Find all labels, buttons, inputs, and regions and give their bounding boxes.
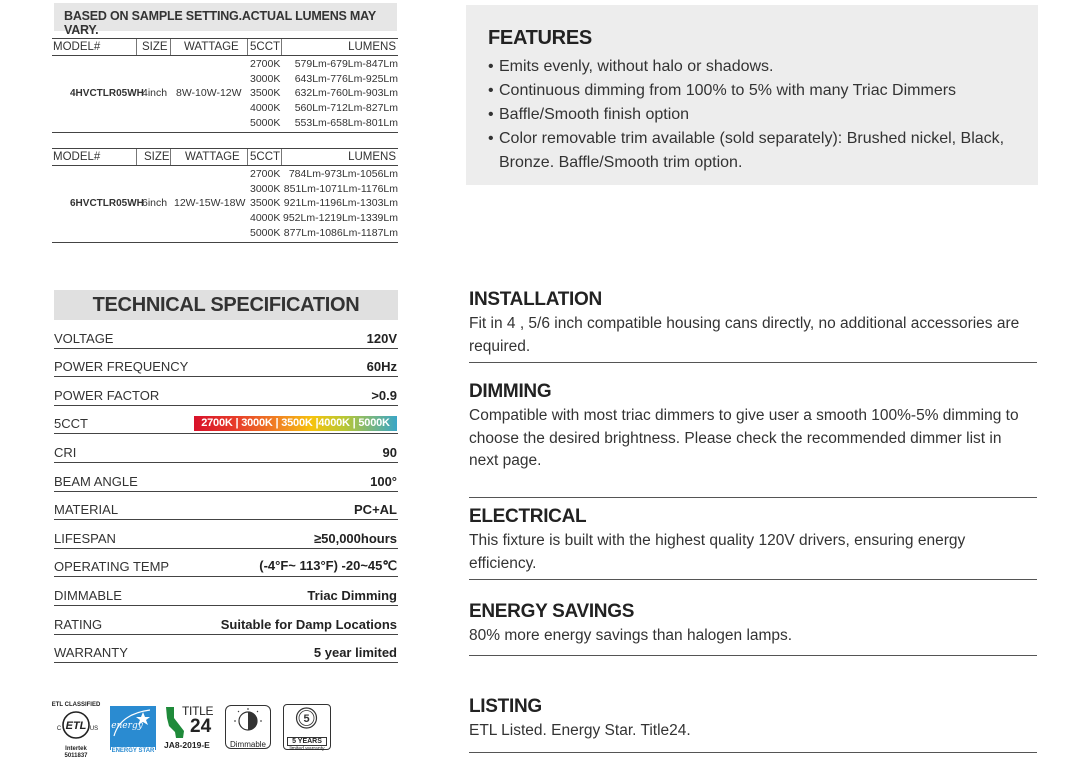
section-title: DIMMING — [469, 381, 552, 402]
sample-setting-note: BASED ON SAMPLE SETTING.ACTUAL LUMENS MAY VARY. — [54, 3, 397, 31]
header-wattage: WATTAGE — [184, 41, 239, 53]
spec-row-power-factor — [54, 377, 398, 406]
warranty-years-label: 5 YEARS — [287, 737, 327, 746]
energy-star-label: ENERGY STAR — [111, 748, 155, 754]
spec-value: Triac Dimming — [307, 587, 397, 603]
section-title: ELECTRICAL — [469, 506, 587, 527]
etl-classified-label: ETL CLASSIFIED — [51, 702, 101, 708]
title24-logo — [162, 704, 218, 752]
model-size: 4inch — [142, 87, 168, 99]
features-panel — [466, 5, 1038, 185]
spec-title: TECHNICAL SPECIFICATION — [54, 290, 398, 320]
header-model: MODEL# — [53, 151, 101, 163]
etl-us-text: US — [89, 726, 99, 732]
warranty-number: 5 — [303, 713, 310, 725]
energy-star-logo — [110, 706, 156, 754]
spec-key: 5CCT — [54, 416, 88, 432]
spec-key: DIMMABLE — [54, 587, 122, 603]
spec-row-cri — [54, 434, 398, 463]
etl-mark-text: ETL — [65, 720, 87, 732]
spec-value: 120V — [366, 330, 397, 346]
spec-key: POWER FACTOR — [54, 387, 160, 403]
lumens-value: 877Lm-1086Lm-1187Lm — [283, 226, 398, 239]
section-electrical — [469, 506, 1037, 580]
spec-row-cct — [54, 406, 398, 435]
title24-code: JA8-2019-E — [164, 740, 210, 750]
features-list — [488, 55, 1008, 175]
lumens-value: 632Lm-760Lm-903Lm — [294, 87, 398, 100]
header-size: SIZE — [142, 41, 168, 53]
cct-list — [250, 57, 280, 131]
lumens-value: 553Lm-658Lm-801Lm — [294, 116, 398, 129]
model-wattage: 8W-10W-12W — [176, 87, 242, 99]
intertek-label: Intertek — [65, 746, 87, 752]
spec-value: 60Hz — [366, 359, 397, 375]
cct-color-bar: 2700K | 3000K | 3500K |4000K | 5000K — [194, 416, 397, 431]
spec-row-voltage — [54, 320, 398, 349]
section-installation — [469, 289, 1037, 363]
section-text: This fixture is built with the highest quality 120V drivers, ensuring energy efficiency. — [469, 532, 966, 572]
spec-key: VOLTAGE — [54, 330, 114, 346]
spec-row-material — [54, 492, 398, 521]
header-cct: 5CCT — [250, 151, 281, 163]
section-title: ENERGY SAVINGS — [469, 601, 635, 622]
etl-mark-icon — [50, 709, 102, 741]
spec-value: 100° — [370, 473, 397, 489]
header-size: SIZE — [144, 151, 170, 163]
etl-c-text: C — [56, 726, 62, 732]
spec-key: RATING — [54, 616, 103, 632]
model-name: 6HVCTLR05WH — [70, 198, 144, 209]
cct-list — [250, 167, 280, 241]
spec-row-power-frequency — [54, 349, 398, 378]
lumens-value: 952Lm-1219Lm-1339Lm — [283, 212, 398, 225]
feature-item: • Emits evenly, without halo or shadows. — [488, 55, 1008, 79]
cct-value: 3000K — [250, 182, 281, 195]
spec-table — [54, 320, 398, 663]
spec-row-beam-angle — [54, 463, 398, 492]
features-title: FEATURES — [488, 27, 592, 49]
model-table-header — [52, 148, 398, 166]
model-table-6inch — [52, 148, 398, 243]
header-lumens: LUMENS — [348, 41, 396, 53]
lumens-value: 784Lm-973Lm-1056Lm — [288, 168, 398, 180]
cct-value: 2700K — [250, 168, 281, 180]
lumens-value: 579Lm-679Lm-847Lm — [294, 58, 398, 70]
section-text: ETL Listed. Energy Star. Title24. — [469, 722, 691, 739]
section-text: 80% more energy savings than halogen lamps. — [469, 627, 793, 644]
section-dimming — [469, 381, 1037, 498]
spec-row-operating-temp — [54, 549, 398, 578]
warranty-shield-icon — [284, 705, 329, 731]
spec-row-dimmable — [54, 577, 398, 606]
cct-value: 3500K — [250, 87, 281, 100]
section-title: INSTALLATION — [469, 289, 602, 310]
header-lumens: LUMENS — [348, 151, 396, 163]
lumens-list — [283, 167, 398, 241]
lumens-value: 851Lm-1071Lm-1176Lm — [283, 182, 398, 195]
etl-listed-logo — [50, 702, 102, 759]
spec-key: BEAM ANGLE — [54, 473, 138, 489]
lumens-value: 560Lm-712Lm-827Lm — [294, 102, 398, 115]
model-size: 6inch — [142, 197, 168, 209]
cct-value: 5000K — [250, 116, 281, 129]
section-text: Compatible with most triac dimmers to give user a smooth 100%-5% dimming to choose the desired brightness. Please check the recommended dimmer list in next page. — [469, 407, 1019, 469]
header-wattage: WATTAGE — [185, 151, 240, 163]
lumens-value: 921Lm-1196Lm-1303Lm — [283, 197, 398, 210]
section-text: Fit in 4 , 5/6 inch compatible housing cans directly, no additional accessories are required. — [469, 315, 1020, 355]
dimmable-label: Dimmable — [229, 740, 266, 749]
spec-key: MATERIAL — [54, 502, 119, 518]
spec-row-lifespan — [54, 520, 398, 549]
energy-star-script: energy — [111, 721, 143, 731]
lumens-list — [295, 57, 398, 131]
spec-value: Suitable for Damp Locations — [220, 616, 397, 632]
spec-value: PC+AL — [354, 502, 397, 518]
model-table-body — [52, 56, 398, 132]
cct-value: 5000K — [250, 226, 281, 239]
dimmable-icon — [226, 706, 270, 736]
cct-value: 3000K — [250, 72, 281, 85]
title24-number: 24 — [190, 716, 212, 737]
header-cct: 5CCT — [250, 41, 281, 53]
feature-item: • Continuous dimming from 100% to 5% with many Triac Dimmers — [488, 79, 1008, 103]
etl-number: 5011837 — [64, 753, 88, 759]
cct-value: 3500K — [250, 197, 281, 210]
spec-key: CRI — [54, 444, 77, 460]
spec-key: OPERATING TEMP — [54, 559, 170, 575]
model-wattage: 12W-15W-18W — [174, 197, 246, 209]
section-title: LISTING — [469, 696, 542, 717]
model-table-4inch — [52, 38, 398, 133]
lumens-value: 643Lm-776Lm-925Lm — [294, 72, 398, 85]
warranty-badge — [283, 704, 331, 750]
model-name: 4HVCTLR05WH — [70, 88, 144, 99]
warranty-sub-label: limited warranty — [289, 746, 325, 752]
header-model: MODEL# — [53, 41, 101, 53]
model-table-header — [52, 38, 398, 56]
spec-value: 5 year limited — [313, 645, 397, 661]
feature-item: • Color removable trim available (sold separately): Brushed nickel, Black, Bronze. Baffle/Smooth trim option. — [488, 127, 1008, 175]
spec-row-warranty — [54, 635, 398, 664]
spec-key: WARRANTY — [54, 645, 128, 661]
spec-key: POWER FREQUENCY — [54, 359, 189, 375]
title24-word: TITLE — [182, 704, 214, 718]
spec-value: 90 — [382, 444, 397, 460]
section-listing — [469, 696, 1037, 753]
spec-value: (-4°F~ 113°F) -20~45℃ — [259, 558, 397, 574]
spec-value: >0.9 — [371, 387, 397, 403]
cct-value: 2700K — [250, 58, 281, 70]
cct-value: 4000K — [250, 102, 281, 115]
dimmable-badge — [225, 705, 271, 749]
spec-key: LIFESPAN — [54, 530, 116, 546]
section-energy-savings — [469, 601, 1037, 656]
energy-star-icon — [110, 706, 156, 742]
cct-value: 4000K — [250, 212, 281, 225]
model-table-body — [52, 166, 398, 242]
spec-value: ≥50,000hours — [313, 530, 397, 546]
feature-item: • Baffle/Smooth finish option — [488, 103, 1008, 127]
spec-row-rating — [54, 606, 398, 635]
